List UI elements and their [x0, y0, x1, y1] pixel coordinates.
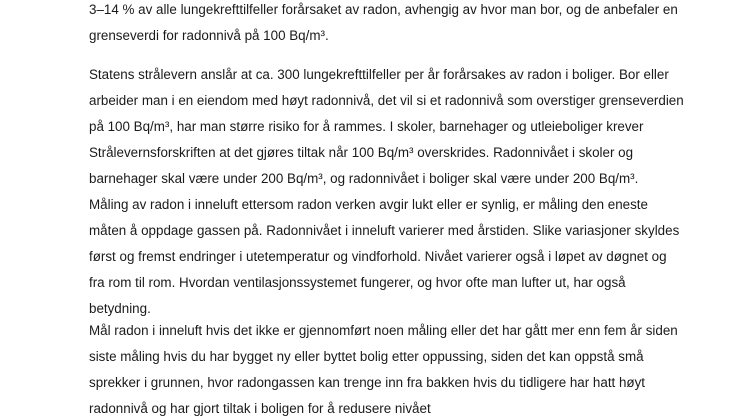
text-line: arbeider man i en eiendom med høyt radonnivå, det vil si et radonnivå som overstiger grenseverdien [89, 93, 684, 108]
text-line: på 100 Bq/m³, har man større risiko for å rammes. I skoler, barnehager og utleieboliger krever [89, 119, 644, 134]
text-line: Strålevernsforskriften at det gjøres tiltak når 100 Bq/m³ overskrides. Radonnivået i skoler og [89, 145, 634, 160]
text-line: først og fremst endringer i utetemperatur og vindforhold. Nivået varierer også i løpet av døgnet og [89, 249, 667, 264]
text-line: betydning. [89, 301, 151, 316]
paragraph-radon-share [89, 0, 729, 49]
text-line: sprekker i grunnen, hvor radongassen kan trenge inn fra bakken hvis du tidligere har hatt høyt [89, 375, 646, 390]
text-line: måten å oppdage gassen på. Radonnivået i inneluft varierer med årstiden. Slike variasjoner skyldes [89, 223, 680, 238]
text-line: Mål radon i inneluft hvis det ikke er gjennomført noen måling eller det har gått mer enn fem år siden [89, 323, 678, 338]
paragraph-measure-radon [89, 318, 729, 419]
text-line: radonnivå og har gjort tiltak i boligen for å redusere nivået [89, 401, 431, 416]
text-line: Måling av radon i inneluft ettersom radon verken avgir lukt eller er synlig, er måling den eneste [89, 197, 648, 212]
text-line: grenseverdi for radonnivå på 100 Bq/m³. [89, 28, 329, 43]
text-line: barnehager skal være under 200 Bq/m³, og radonnivået i boliger skal være under 200 Bq/m³. [89, 171, 639, 186]
text-line: siste måling hvis du har bygget ny eller byttet bolig etter oppussing, siden det kan oppstå små [89, 349, 644, 364]
text-line: fra rom til rom. Hvordan ventilasjonssystemet fungerer, og hvor ofte man lufter ut, har også [89, 275, 626, 290]
text-line: Statens strålevern anslår at ca. 300 lungekrefttilfeller per år forårsakes av radon i boliger. Bor eller [89, 67, 669, 82]
text-line: 3–14 % av alle lungekrefttilfeller forårsaket av radon, avhengig av hvor man bor, og de anbefaler en [89, 2, 678, 17]
paragraph-radon-risk [89, 62, 729, 322]
